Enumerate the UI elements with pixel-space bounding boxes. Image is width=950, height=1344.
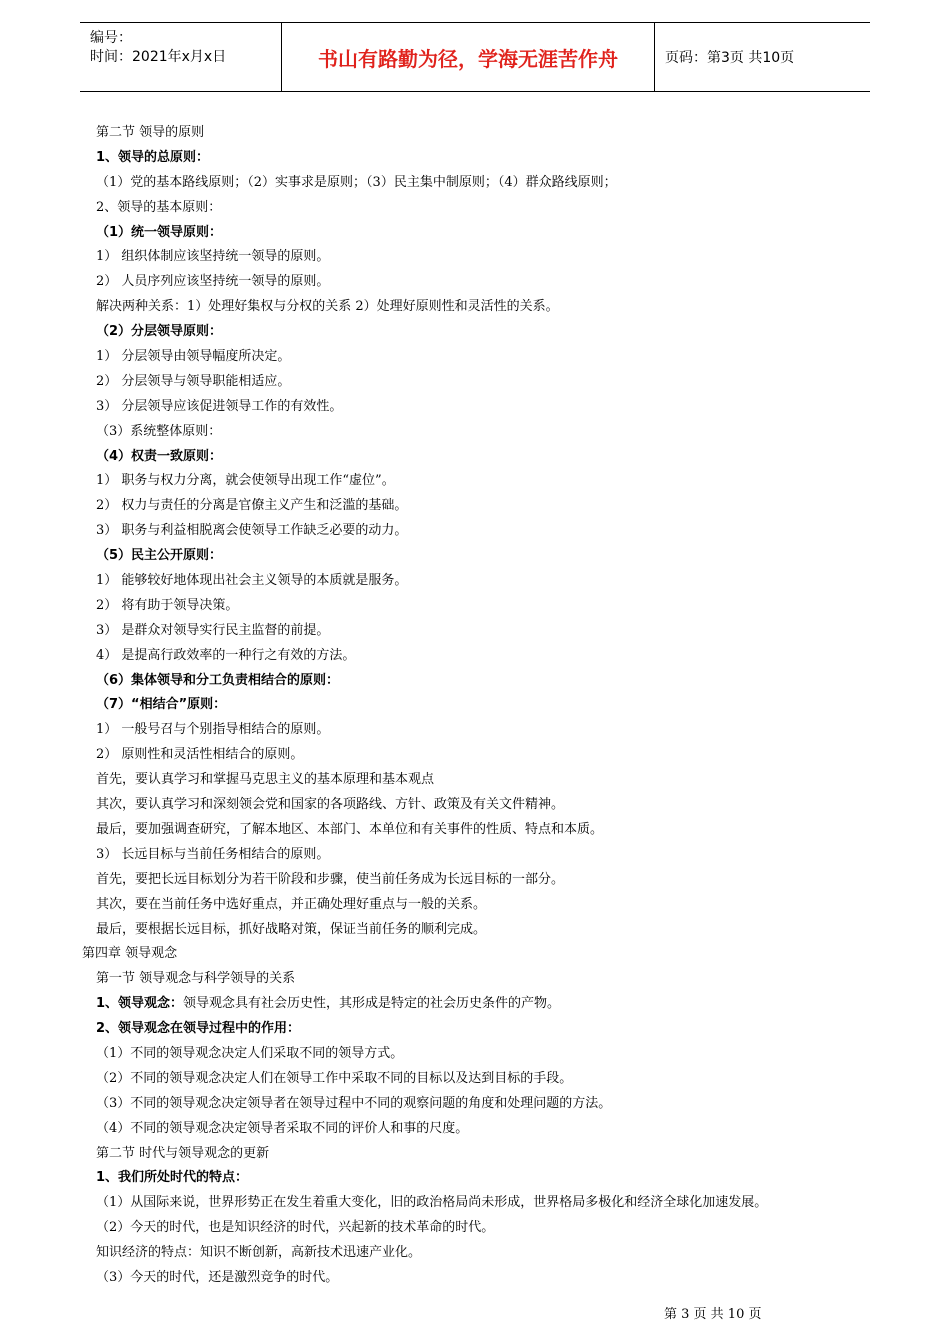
text-line: （3）系统整体原则： xyxy=(96,423,222,439)
header-page-info: 页码：第3页 共10页 xyxy=(665,50,795,66)
bold-heading: （5）民主公开原则： xyxy=(96,548,223,564)
list-item: （3）今天的时代，还是激烈竞争的时代。 xyxy=(96,1269,339,1285)
header-motto: 书山有路勤为径，学海无涯苦作舟 xyxy=(282,23,655,91)
list-item: 4） 是提高行政效率的一种行之有效的方法。 xyxy=(96,647,356,663)
section-heading: 第二节 领导的原则 xyxy=(96,125,205,140)
page-header xyxy=(80,22,870,92)
concept-label: 1、领导观念： xyxy=(96,996,184,1012)
bold-heading: 2、领导观念在领导过程中的作用： xyxy=(96,1021,301,1037)
text-line: 最后，要加强调查研究，了解本地区、本部门、本单位和有关事件的性质、特点和本质。 xyxy=(96,821,604,837)
list-item: （4）不同的领导观念决定领导者采取不同的评价人和事的尺度。 xyxy=(96,1120,469,1136)
list-item: 3） 长远目标与当前任务相结合的原则。 xyxy=(96,846,330,862)
header-meta xyxy=(80,23,282,91)
list-item: 1） 分层领导由领导幅度所决定。 xyxy=(96,349,291,365)
list-item: 2） 分层领导与领导职能相适应。 xyxy=(96,373,291,389)
list-item: （2）今天的时代，也是知识经济的时代，兴起新的技术革命的时代。 xyxy=(96,1220,495,1236)
list-item: 3） 分层领导应该促进领导工作的有效性。 xyxy=(96,398,343,414)
list-item: 1） 一般号召与个别指导相结合的原则。 xyxy=(96,722,330,738)
text-line: 首先，要把长远目标划分为若干阶段和步骤，使当前任务成为长远目标的一部分。 xyxy=(96,871,565,887)
text-line: 其次，要在当前任务中选好重点，并正确处理好重点与一般的关系。 xyxy=(96,896,487,912)
text-line: （1）党的基本路线原则；（2）实事求是原则；（3）民主集中制原则；（4）群众路线原则； xyxy=(96,174,617,190)
text-line: 知识经济的特点：知识不断创新，高新技术迅速产业化。 xyxy=(96,1245,422,1261)
list-item: 1） 能够较好地体现出社会主义领导的本质就是服务。 xyxy=(96,573,408,589)
bold-heading: （7）“相结合”原则： xyxy=(96,697,227,713)
list-item: （2）不同的领导观念决定人们在领导工作中采取不同的目标以及达到目标的手段。 xyxy=(96,1070,573,1086)
list-item: 3） 是群众对领导实行民主监督的前提。 xyxy=(96,622,330,638)
document-number: 编号： xyxy=(90,30,132,46)
list-item: 2） 将有助于领导决策。 xyxy=(96,597,239,613)
text-line: 其次，要认真学习和深刻领会党和国家的各项路线、方针、政策及有关文件精神。 xyxy=(96,797,565,813)
text-line: 最后，要根据长远目标，抓好战略对策，保证当前任务的顺利完成。 xyxy=(96,921,487,937)
bold-heading: （6）集体领导和分工负责相结合的原则： xyxy=(96,672,340,688)
list-item: （3）不同的领导观念决定领导者在领导过程中不同的观察问题的角度和处理问题的方法。 xyxy=(96,1095,612,1111)
text-line: 首先，要认真学习和掌握马克思主义的基本原理和基本观点 xyxy=(96,772,435,788)
bold-heading: 1、领导的总原则： xyxy=(96,149,210,165)
document-body xyxy=(0,121,950,1291)
list-item: 2） 人员序列应该坚持统一领导的原则。 xyxy=(96,274,330,290)
bold-heading: （4）权责一致原则： xyxy=(96,448,223,464)
list-item: 1） 组织体制应该坚持统一领导的原则。 xyxy=(96,249,330,265)
list-item: 2） 权力与责任的分离是官僚主义产生和泛滥的基础。 xyxy=(96,498,408,514)
page-footer: 第 3 页 共 10 页 xyxy=(664,1307,762,1322)
chapter-heading: 第四章 领导观念 xyxy=(82,946,178,962)
text-line: 解决两种关系：1）处理好集权与分权的关系 2）处理好原则性和灵活性的关系。 xyxy=(96,299,559,315)
list-item: 3） 职务与利益相脱离会使领导工作缺乏必要的动力。 xyxy=(96,523,408,539)
text-line: 2、领导的基本原则： xyxy=(96,199,222,215)
list-item: 2） 原则性和灵活性相结合的原则。 xyxy=(96,747,304,763)
list-item: （1）从国际来说，世界形势正在发生着重大变化，旧的政治格局尚未形成，世界格局多极化和经济全球化加速发展。 xyxy=(96,1195,768,1211)
concept-text: 领导观念具有社会历史性，其形成是特定的社会历史条件的产物。 xyxy=(183,996,561,1012)
list-item: 1） 职务与权力分离，就会使领导出现工作“虚位”。 xyxy=(96,473,395,489)
list-item: （1）不同的领导观念决定人们采取不同的领导方式。 xyxy=(96,1045,404,1061)
bold-heading: （2）分层领导原则： xyxy=(96,324,223,340)
section-heading: 第二节 时代与领导观念的更新 xyxy=(96,1145,270,1161)
bold-heading: 1、我们所处时代的特点： xyxy=(96,1170,249,1186)
document-date: 时间：2021年x月x日 xyxy=(90,49,227,65)
text-line xyxy=(0,992,950,1017)
bold-heading: （1）统一领导原则： xyxy=(96,224,223,240)
section-heading: 第一节 领导观念与科学领导的关系 xyxy=(96,971,296,987)
